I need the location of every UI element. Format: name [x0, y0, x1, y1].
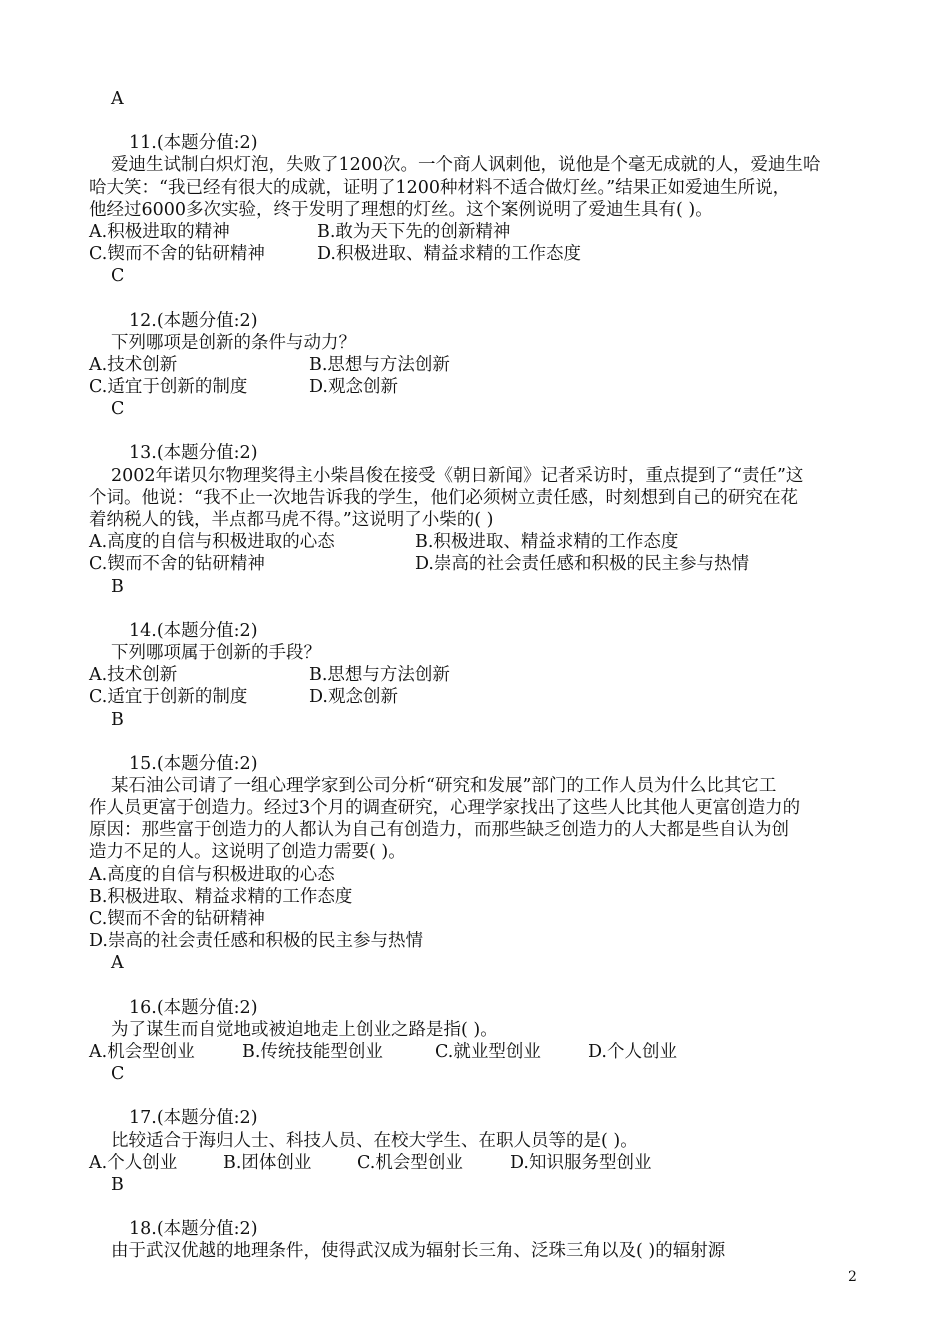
question-11 — [89, 132, 864, 287]
answer-q10: A — [111, 89, 124, 109]
question-13 — [89, 442, 864, 597]
option-c: C.机会型创业 — [357, 1152, 463, 1173]
question-stem: 下列哪项属于创新的手段？ — [111, 642, 321, 663]
question-stem: 某石油公司请了一组心理学家到公司分析“研究和发展”部门的工作人员为什么比其它工 — [111, 775, 777, 796]
question-title: 17.(本题分值:2) — [129, 1108, 258, 1129]
option-b: B.积极进取、精益求精的工作态度 — [89, 886, 353, 907]
option-b: B.团体创业 — [223, 1152, 312, 1173]
option-a: A.技术创新 — [89, 665, 178, 686]
option-c: C.锲而不舍的钻研精神 — [89, 244, 265, 265]
page-number: 2 — [848, 1269, 857, 1285]
answer: A — [111, 953, 124, 974]
answer: B — [111, 576, 124, 597]
question-16 — [89, 997, 864, 1086]
question-14 — [89, 620, 864, 731]
option-a: A.个人创业 — [89, 1152, 178, 1173]
option-b: B.思想与方法创新 — [309, 354, 450, 375]
question-stem: 着纳税人的钱，半点都马虎不得。”这说明了小柴的( ) — [89, 510, 494, 530]
option-a: A.机会型创业 — [89, 1041, 195, 1062]
option-a: A.高度的自信与积极进取的心态 — [89, 864, 335, 885]
option-a: A.高度的自信与积极进取的心态 — [89, 532, 335, 553]
answer: C — [111, 266, 125, 287]
question-stem: 个词。他说：“我不止一次地告诉我的学生，他们必须树立责任感，时刻想到自己的研究在花 — [89, 487, 798, 508]
question-stem: 下列哪项是创新的条件与动力？ — [111, 332, 356, 353]
question-stem: 比较适合于海归人士、科技人员、在校大学生、在职人员等的是( )。 — [111, 1130, 638, 1151]
option-d: D.积极进取、精益求精的工作态度 — [317, 244, 581, 265]
option-d: D.个人创业 — [588, 1041, 677, 1062]
option-d: D.知识服务型创业 — [510, 1152, 652, 1173]
answer: B — [111, 1174, 124, 1195]
question-17 — [89, 1107, 864, 1196]
question-stem: 造力不足的人。这说明了创造力需要( )。 — [89, 842, 406, 863]
question-stem: 他经过6000多次实验，终于发明了理想的灯丝。这个案例说明了爱迪生具有( )。 — [89, 199, 713, 220]
question-title: 12.(本题分值:2) — [129, 310, 258, 331]
option-b: B.思想与方法创新 — [309, 665, 450, 686]
option-d: D.观念创新 — [309, 687, 398, 708]
question-12 — [89, 310, 864, 421]
option-d: D.崇高的社会责任感和积极的民主参与热情 — [89, 931, 423, 952]
option-c: C.适宜于创新的制度 — [89, 687, 248, 708]
question-title: 11.(本题分值:2) — [129, 133, 258, 154]
option-b: B.敢为天下先的创新精神 — [317, 221, 511, 242]
answer: C — [111, 399, 125, 420]
option-c: C.适宜于创新的制度 — [89, 377, 248, 398]
question-stem: 作人员更富于创造力。经过3个月的调查研究，心理学家找出了这些人比其他人更富创造力的 — [89, 798, 801, 819]
option-b: B.传统技能型创业 — [242, 1041, 383, 1062]
answer: B — [111, 709, 124, 730]
question-stem: 为了谋生而自觉地或被迫地走上创业之路是指( )。 — [111, 1019, 498, 1040]
question-stem: 原因：那些富于创造力的人都认为自己有创造力，而那些缺乏创造力的人大都是些自认为创 — [89, 820, 789, 841]
question-stem: 哈大笑：“我已经有很大的成就，证明了1200种材料不适合做灯丝。”结果正如爱迪生所说， — [89, 177, 791, 198]
question-title: 18.(本题分值:2) — [129, 1219, 258, 1240]
question-stem: 2002年诺贝尔物理奖得主小柴昌俊在接受《朝日新闻》记者采访时，重点提到了“责任”这 — [111, 465, 804, 486]
question-title: 14.(本题分值:2) — [129, 620, 258, 641]
option-b: B.积极进取、精益求精的工作态度 — [415, 532, 679, 553]
document-page — [89, 88, 864, 1262]
question-title: 15.(本题分值:2) — [129, 753, 258, 774]
question-stem: 由于武汉优越的地理条件，使得武汉成为辐射长三角、泛珠三角以及( )的辐射源 — [111, 1241, 726, 1262]
question-15 — [89, 753, 864, 975]
option-c: C.锲而不舍的钻研精神 — [89, 554, 265, 575]
option-a: A.积极进取的精神 — [89, 221, 230, 242]
question-stem: 爱迪生试制白炽灯泡，失败了1200次。一个商人讽刺他，说他是个毫无成就的人，爱迪生哈 — [111, 155, 821, 176]
option-d: D.观念创新 — [309, 377, 398, 398]
option-a: A.技术创新 — [89, 354, 178, 375]
option-d: D.崇高的社会责任感和积极的民主参与热情 — [415, 554, 749, 575]
option-c: C.锲而不舍的钻研精神 — [89, 909, 265, 929]
question-18 — [89, 1218, 864, 1262]
question-title: 16.(本题分值:2) — [129, 997, 258, 1018]
answer: C — [111, 1064, 125, 1085]
question-title: 13.(本题分值:2) — [129, 443, 258, 464]
option-c: C.就业型创业 — [435, 1041, 541, 1062]
